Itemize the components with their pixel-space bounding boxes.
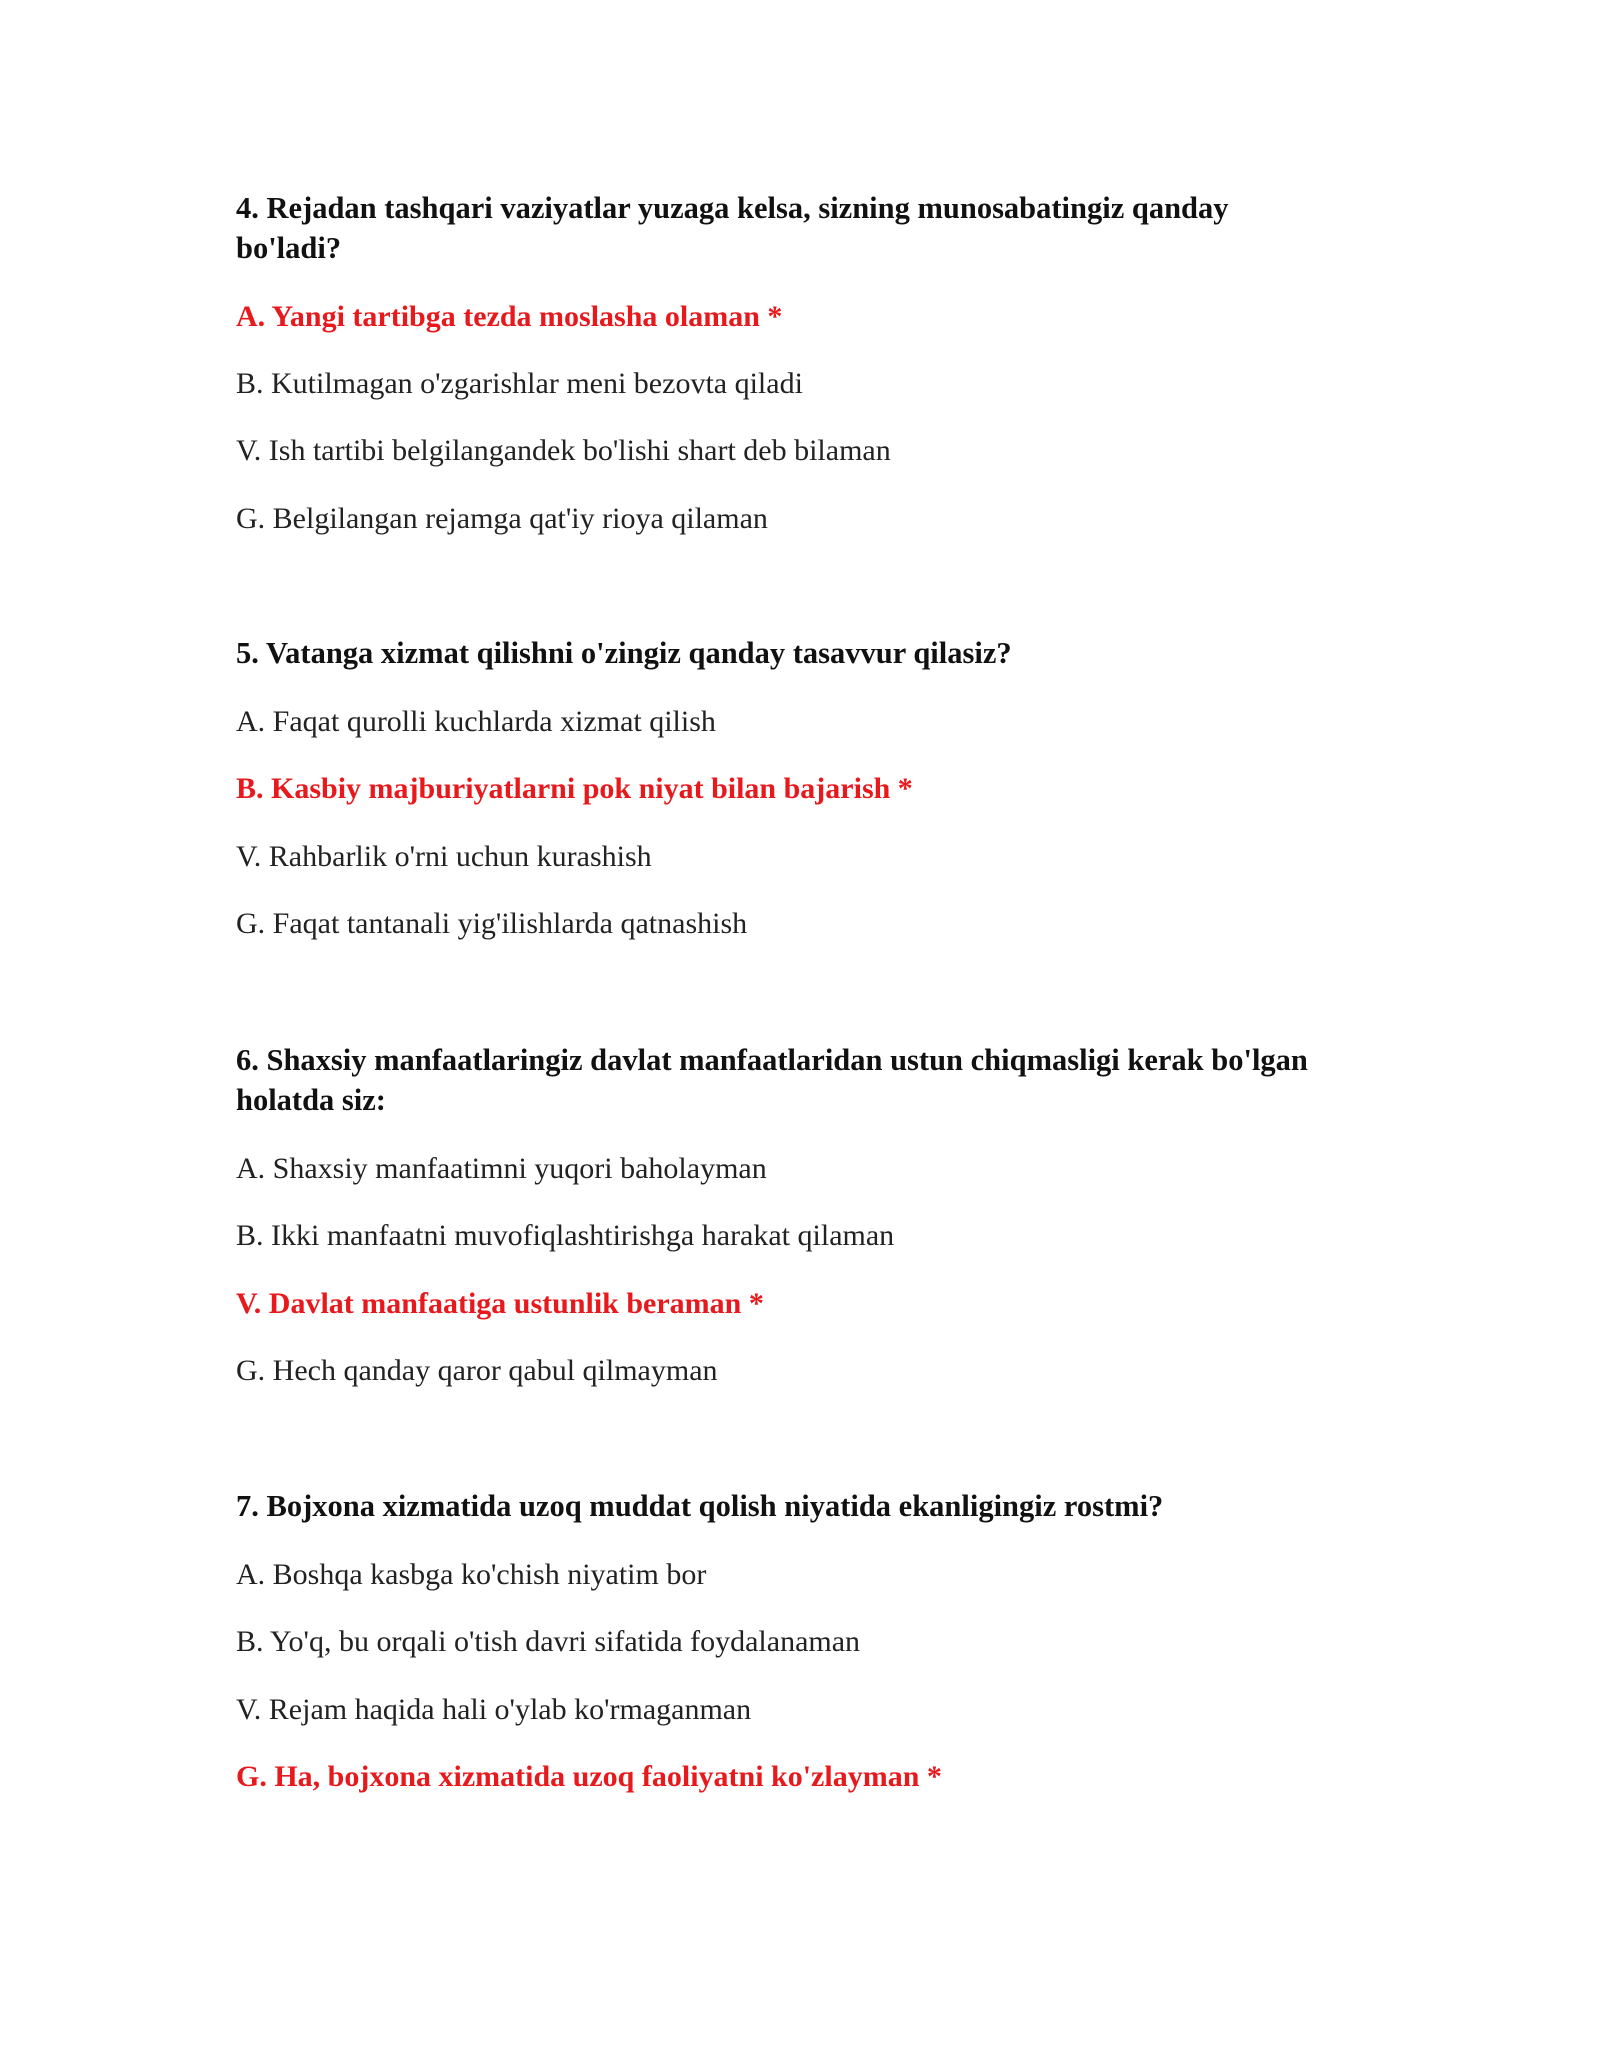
option-g: G. Belgilangan rejamga qat'iy rioya qilaman — [236, 502, 768, 535]
question-7 — [236, 1486, 1386, 1526]
question-title: 5. Vatanga xizmat qilishni o'zingiz qanday tasavvur qilasiz? — [236, 636, 1012, 670]
question-title-continued: bo'ladi? — [236, 231, 342, 265]
question-6 — [236, 1040, 1386, 1120]
question-title-continued: holatda siz: — [236, 1083, 386, 1117]
question-title: 4. Rejadan tashqari vaziyatlar yuzaga kelsa, sizning munosabatingiz qanday — [236, 191, 1229, 225]
option-g: G. Faqat tantanali yig'ilishlarda qatnashish — [236, 907, 748, 940]
option-b: B. Ikki manfaatni muvofiqlashtirishga harakat qilaman — [236, 1219, 895, 1252]
question-title: 7. Bojxona xizmatida uzoq muddat qolish niyatida ekanligingiz rostmi? — [236, 1489, 1164, 1523]
option-g: G. Hech qanday qaror qabul qilmayman — [236, 1354, 718, 1387]
option-v: V. Rahbarlik o'rni uchun kurashish — [236, 840, 652, 873]
option-a: A. Boshqa kasbga ko'chish niyatim bor — [236, 1558, 707, 1591]
option-b-correct: B. Kasbiy majburiyatlarni pok niyat bilan bajarish * — [236, 772, 913, 805]
option-v: V. Rejam haqida hali o'ylab ko'rmaganman — [236, 1693, 752, 1726]
question-4 — [236, 188, 1386, 268]
option-v: V. Ish tartibi belgilangandek bo'lishi shart deb bilaman — [236, 434, 891, 467]
option-g-correct: G. Ha, bojxona xizmatida uzoq faoliyatni ko'zlayman * — [236, 1760, 942, 1793]
option-b: B. Yo'q, bu orqali o'tish davri sifatida foydalanaman — [236, 1625, 861, 1658]
option-a-correct: A. Yangi tartibga tezda moslasha olaman * — [236, 300, 783, 333]
option-a: A. Shaxsiy manfaatimni yuqori baholayman — [236, 1152, 767, 1185]
option-a: A. Faqat qurolli kuchlarda xizmat qilish — [236, 705, 716, 738]
question-5 — [236, 633, 1386, 673]
option-b: B. Kutilmagan o'zgarishlar meni bezovta qiladi — [236, 367, 803, 400]
question-title: 6. Shaxsiy manfaatlaringiz davlat manfaatlaridan ustun chiqmasligi kerak bo'lgan — [236, 1043, 1308, 1077]
option-v-correct: V. Davlat manfaatiga ustunlik beraman * — [236, 1287, 764, 1320]
